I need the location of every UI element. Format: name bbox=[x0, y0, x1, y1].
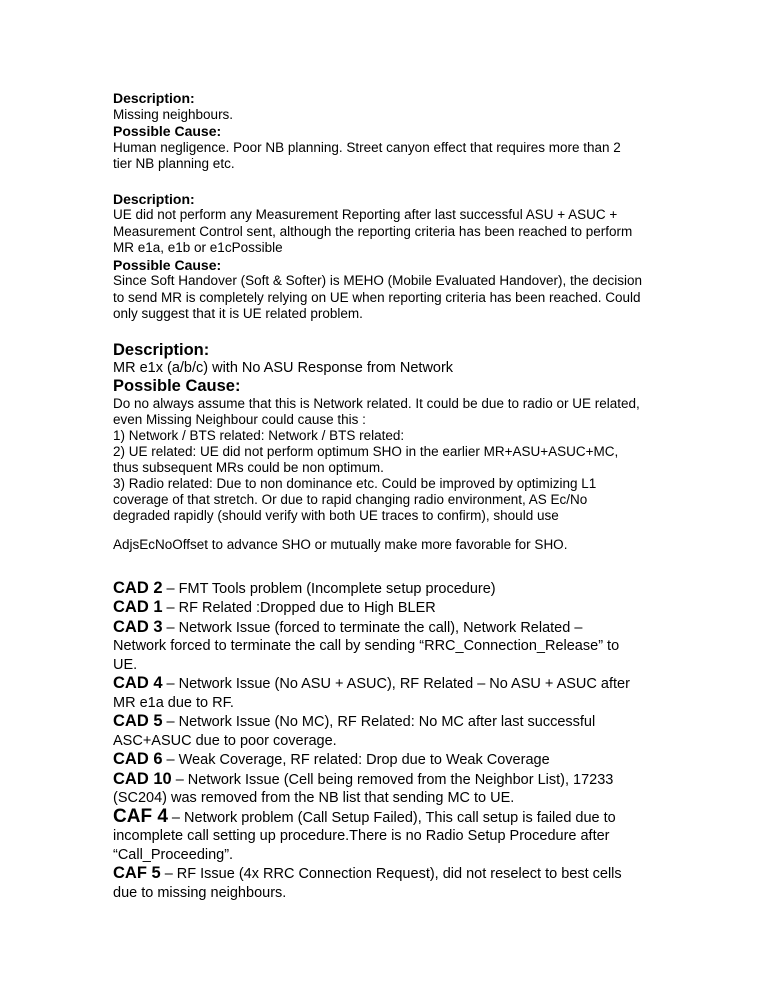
description-line: UE did not perform any Measurement Reporting after last successful ASU + ASUC + bbox=[113, 207, 618, 222]
code-label: CAD 4 bbox=[113, 674, 163, 692]
code-text: – RF Issue (4x RRC Connection Request), did not reselect to best cells bbox=[160, 866, 622, 882]
possible-cause-heading: Possible Cause: bbox=[113, 123, 222, 139]
code-text-line: due to missing neighbours. bbox=[113, 884, 287, 901]
cause-line: even Missing Neighbour could cause this : bbox=[113, 411, 366, 427]
code-item-caf-5 bbox=[113, 864, 673, 902]
code-label: CAF 5 bbox=[113, 864, 161, 882]
cause-line: 3) Radio related: Due to non dominance etc. Could be improved by optimizing L1 bbox=[113, 475, 597, 491]
code-item-cad-10 bbox=[113, 770, 673, 808]
code-text: – RF Related :Dropped due to High BLER bbox=[162, 600, 436, 616]
cause-line: Since Soft Handover (Soft & Softer) is MEHO (Mobile Evaluated Handover), the decision bbox=[113, 273, 642, 288]
code-text-line: MR e1a due to RF. bbox=[113, 694, 234, 711]
cause-line: thus subsequent MRs could be non optimum. bbox=[113, 459, 384, 475]
description-heading: Description: bbox=[113, 90, 195, 106]
code-text-line: ASC+ASUC due to poor coverage. bbox=[113, 732, 337, 749]
cause-line: to send MR is completely relying on UE when reporting criteria has been reached. Could bbox=[113, 289, 641, 305]
section-no-measurement-reporting bbox=[113, 191, 673, 323]
code-item-cad-4 bbox=[113, 674, 673, 712]
code-text-line: (SC204) was removed from the NB list that sending MC to UE. bbox=[113, 790, 515, 806]
possible-cause-heading: Possible Cause: bbox=[113, 376, 241, 395]
code-text: – Network Issue (No ASU + ASUC), RF Related – No ASU + ASUC after bbox=[162, 676, 630, 692]
code-label: CAF 4 bbox=[113, 805, 168, 827]
cause-line: 1) Network / BTS related: Network / BTS related: bbox=[113, 427, 405, 443]
code-text: – Network Issue (No MC), RF Related: No MC after last successful bbox=[162, 714, 596, 730]
code-label: CAD 1 bbox=[113, 598, 163, 616]
code-item-cad-6 bbox=[113, 750, 673, 770]
code-text: – Weak Coverage, RF related: Drop due to Weak Coverage bbox=[162, 752, 550, 768]
cause-line: Human negligence. Poor NB planning. Street canyon effect that requires more than 2 bbox=[113, 139, 621, 155]
code-list bbox=[113, 579, 673, 903]
code-text: – FMT Tools problem (Incomplete setup procedure) bbox=[162, 580, 496, 597]
code-item-cad-2 bbox=[113, 579, 673, 599]
possible-cause-heading: Possible Cause: bbox=[113, 256, 222, 273]
section-missing-neighbours bbox=[113, 90, 673, 173]
description-text: MR e1x (a/b/c) with No ASU Response from Network bbox=[113, 359, 454, 376]
cause-line: tier NB planning etc. bbox=[113, 156, 235, 171]
description-line: Measurement Control sent, although the reporting criteria has been reached to perform bbox=[113, 223, 633, 239]
description-heading: Description: bbox=[113, 340, 210, 359]
cause-line: Do no always assume that this is Network related. It could be due to radio or UE related, bbox=[113, 395, 640, 411]
code-label: CAD 6 bbox=[113, 750, 163, 768]
code-item-cad-5 bbox=[113, 712, 673, 750]
code-text-line: Network forced to terminate the call by sending “RRC_Connection_Release” to bbox=[113, 638, 620, 654]
description-line: MR e1a, e1b or e1cPossible bbox=[113, 240, 283, 255]
code-text-line: incomplete call setting up procedure.There is no Radio Setup Procedure after bbox=[113, 828, 610, 844]
description-heading: Description: bbox=[113, 190, 195, 207]
document-page bbox=[113, 90, 673, 902]
code-text-line: “Call_Proceeding”. bbox=[113, 846, 234, 863]
code-text: – Network Issue (Cell being removed from the Neighbor List), 17233 bbox=[171, 771, 614, 788]
cause-line: coverage of that stretch. Or due to rapid changing radio environment, AS Ec/No bbox=[113, 491, 588, 507]
code-label: CAD 3 bbox=[113, 617, 163, 636]
cause-line: only suggest that it is UE related problem. bbox=[113, 306, 363, 321]
section-no-asu-response bbox=[113, 341, 673, 553]
code-text-line: UE. bbox=[113, 656, 138, 673]
code-text: – Network Issue (forced to terminate the call), Network Related – bbox=[162, 619, 583, 636]
cause-line: 2) UE related: UE did not perform optimum SHO in the earlier MR+ASU+ASUC+MC, bbox=[113, 443, 619, 459]
code-item-cad-3 bbox=[113, 618, 673, 675]
code-label: CAD 5 bbox=[113, 712, 163, 730]
code-label: CAD 10 bbox=[113, 769, 172, 788]
code-label: CAD 2 bbox=[113, 578, 163, 597]
code-text: – Network problem (Call Setup Failed), This call setup is failed due to bbox=[167, 809, 616, 826]
description-text: Missing neighbours. bbox=[113, 106, 234, 122]
cause-extra-line: AdjsEcNoOffset to advance SHO or mutually make more favorable for SHO. bbox=[113, 536, 568, 552]
code-item-cad-1 bbox=[113, 598, 673, 618]
code-item-caf-4 bbox=[113, 805, 673, 865]
cause-line: degraded rapidly (should verify with both UE traces to confirm), should use bbox=[113, 507, 559, 523]
